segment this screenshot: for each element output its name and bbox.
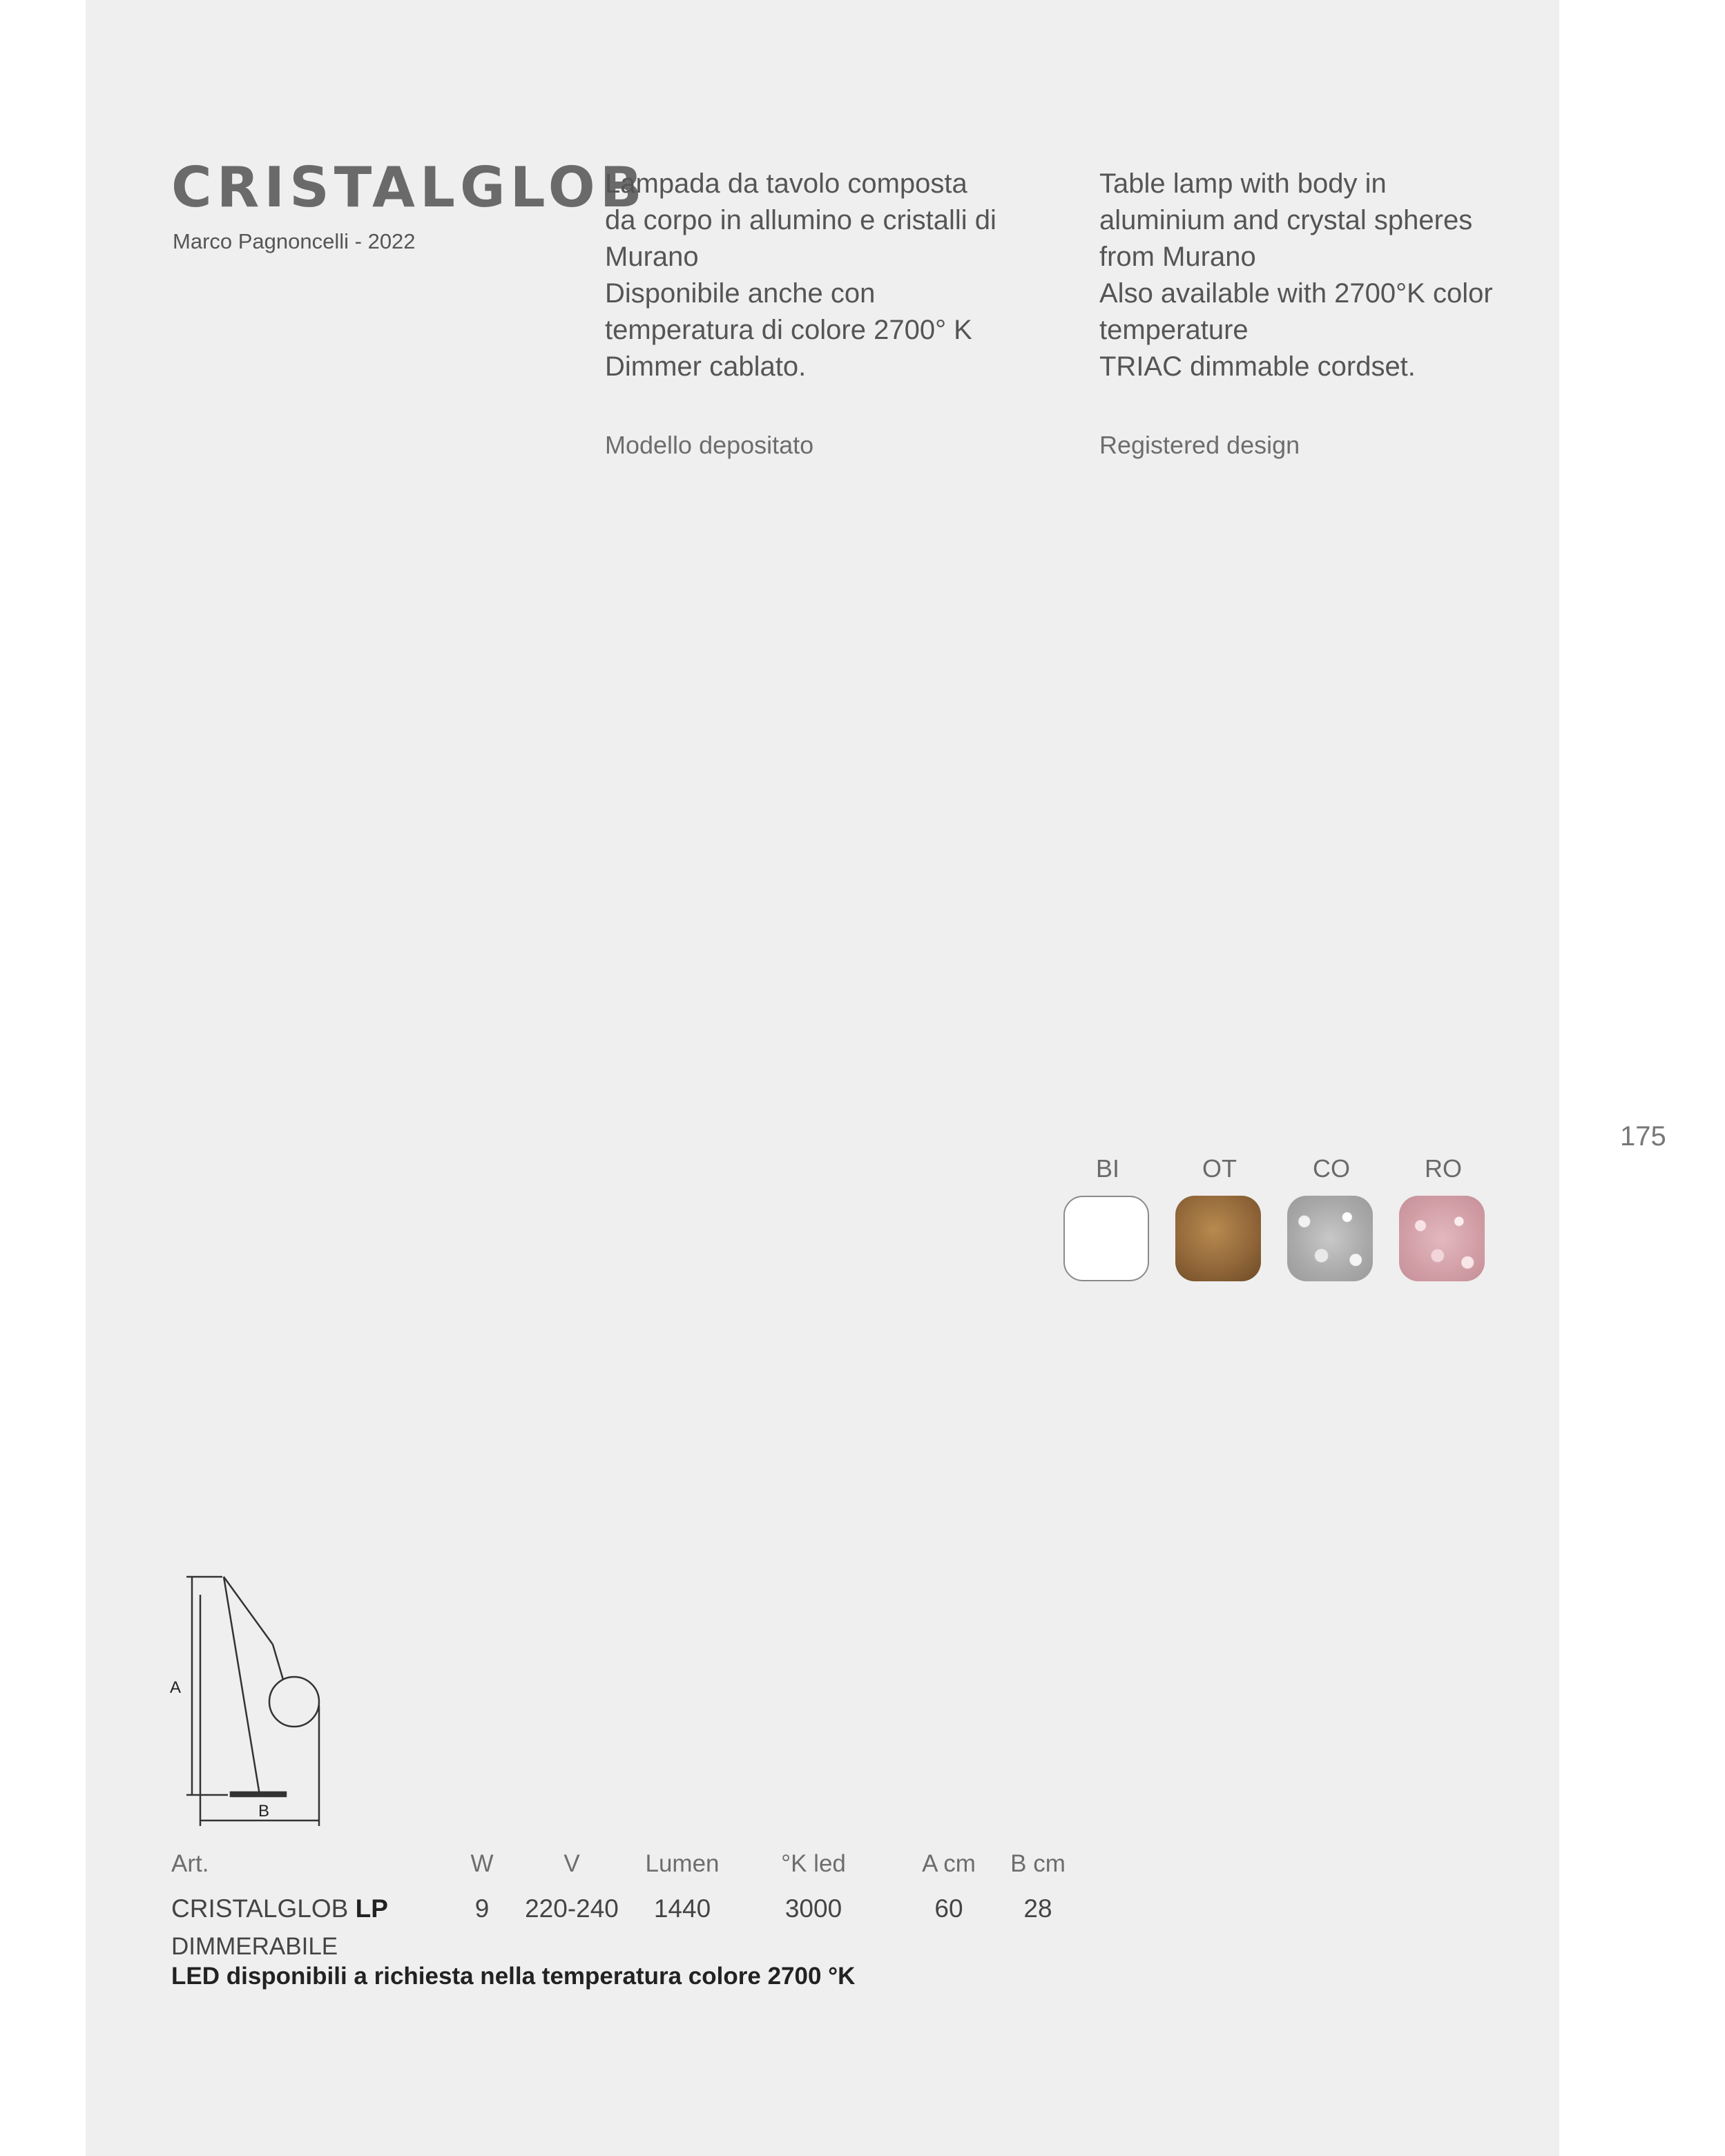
finish-code: RO [1425, 1154, 1462, 1183]
lamp-globe [269, 1677, 319, 1727]
finish-swatch-crystal [1287, 1196, 1373, 1281]
dimmable-label: DIMMERABILE [171, 1933, 338, 1960]
cell-kelvin: 3000 [784, 1894, 842, 1923]
cell-volt: 220-240 [525, 1894, 619, 1923]
header-volt: V [563, 1850, 580, 1877]
registered-note-italian: Modello depositato [605, 431, 814, 459]
lamp-stem [224, 1577, 260, 1795]
finish-swatch-pink [1399, 1196, 1485, 1281]
description-line: Lampada da tavolo composta [605, 168, 967, 199]
description-line: TRIAC dimmable cordset. [1099, 351, 1416, 382]
spec-header-row [171, 1850, 1152, 1889]
description-english [1099, 166, 1541, 385]
product-title: CRISTALGLOB [171, 155, 647, 220]
spec-row [171, 1894, 1152, 1933]
cell-a: 60 [934, 1894, 963, 1923]
header-watt: W [470, 1850, 494, 1877]
description-line: Disponibile anche con [605, 278, 876, 309]
finish-code: OT [1202, 1154, 1237, 1183]
dimension-label-a: A [170, 1678, 182, 1697]
led-availability-note: LED disponibili a richiesta nella temperatura colore 2700 °K [171, 1963, 856, 1990]
cell-watt: 9 [474, 1894, 490, 1923]
article-code: LP [355, 1894, 388, 1923]
description-line: Murano [605, 242, 699, 272]
cell-lumen: 1440 [653, 1894, 711, 1923]
header-art: Art. [171, 1850, 209, 1877]
header-lumen: Lumen [645, 1850, 720, 1877]
header-kelvin: °K led [781, 1850, 846, 1877]
description-italian [605, 166, 1047, 385]
description-line: temperature [1099, 315, 1249, 345]
finish-swatch-white [1063, 1196, 1149, 1281]
finish-code: CO [1313, 1154, 1350, 1183]
description-line: Dimmer cablato. [605, 351, 807, 382]
finish-code: BI [1095, 1154, 1119, 1183]
header-b: B cm [1010, 1850, 1066, 1877]
lamp-base [231, 1792, 286, 1796]
description-line: da corpo in allumino e cristalli di [605, 205, 996, 235]
cell-b: 28 [1023, 1894, 1052, 1923]
description-line: Table lamp with body in [1099, 168, 1387, 199]
designer-credit: Marco Pagnoncelli - 2022 [173, 229, 416, 253]
registered-note-english: Registered design [1099, 431, 1300, 459]
description-line: from Murano [1099, 242, 1256, 272]
finish-swatch-bronze [1175, 1196, 1261, 1281]
header-a: A cm [922, 1850, 976, 1877]
article-name [171, 1894, 388, 1923]
dimension-label-b: B [258, 1802, 270, 1820]
lamp-dimension-drawing [159, 1567, 338, 1836]
spec-table [171, 1850, 1152, 1990]
finish-ro [1399, 1154, 1487, 1281]
finish-bi [1063, 1154, 1152, 1281]
page-number: 175 [1620, 1121, 1666, 1152]
lamp-arm [224, 1577, 273, 1644]
description-line: Also available with 2700°K color [1099, 278, 1493, 309]
article-model: CRISTALGLOB [171, 1894, 349, 1923]
description-line: temperatura di colore 2700° K [605, 315, 972, 345]
description-line: aluminium and crystal spheres [1099, 205, 1473, 235]
finish-ot [1175, 1154, 1264, 1281]
finish-co [1287, 1154, 1376, 1281]
